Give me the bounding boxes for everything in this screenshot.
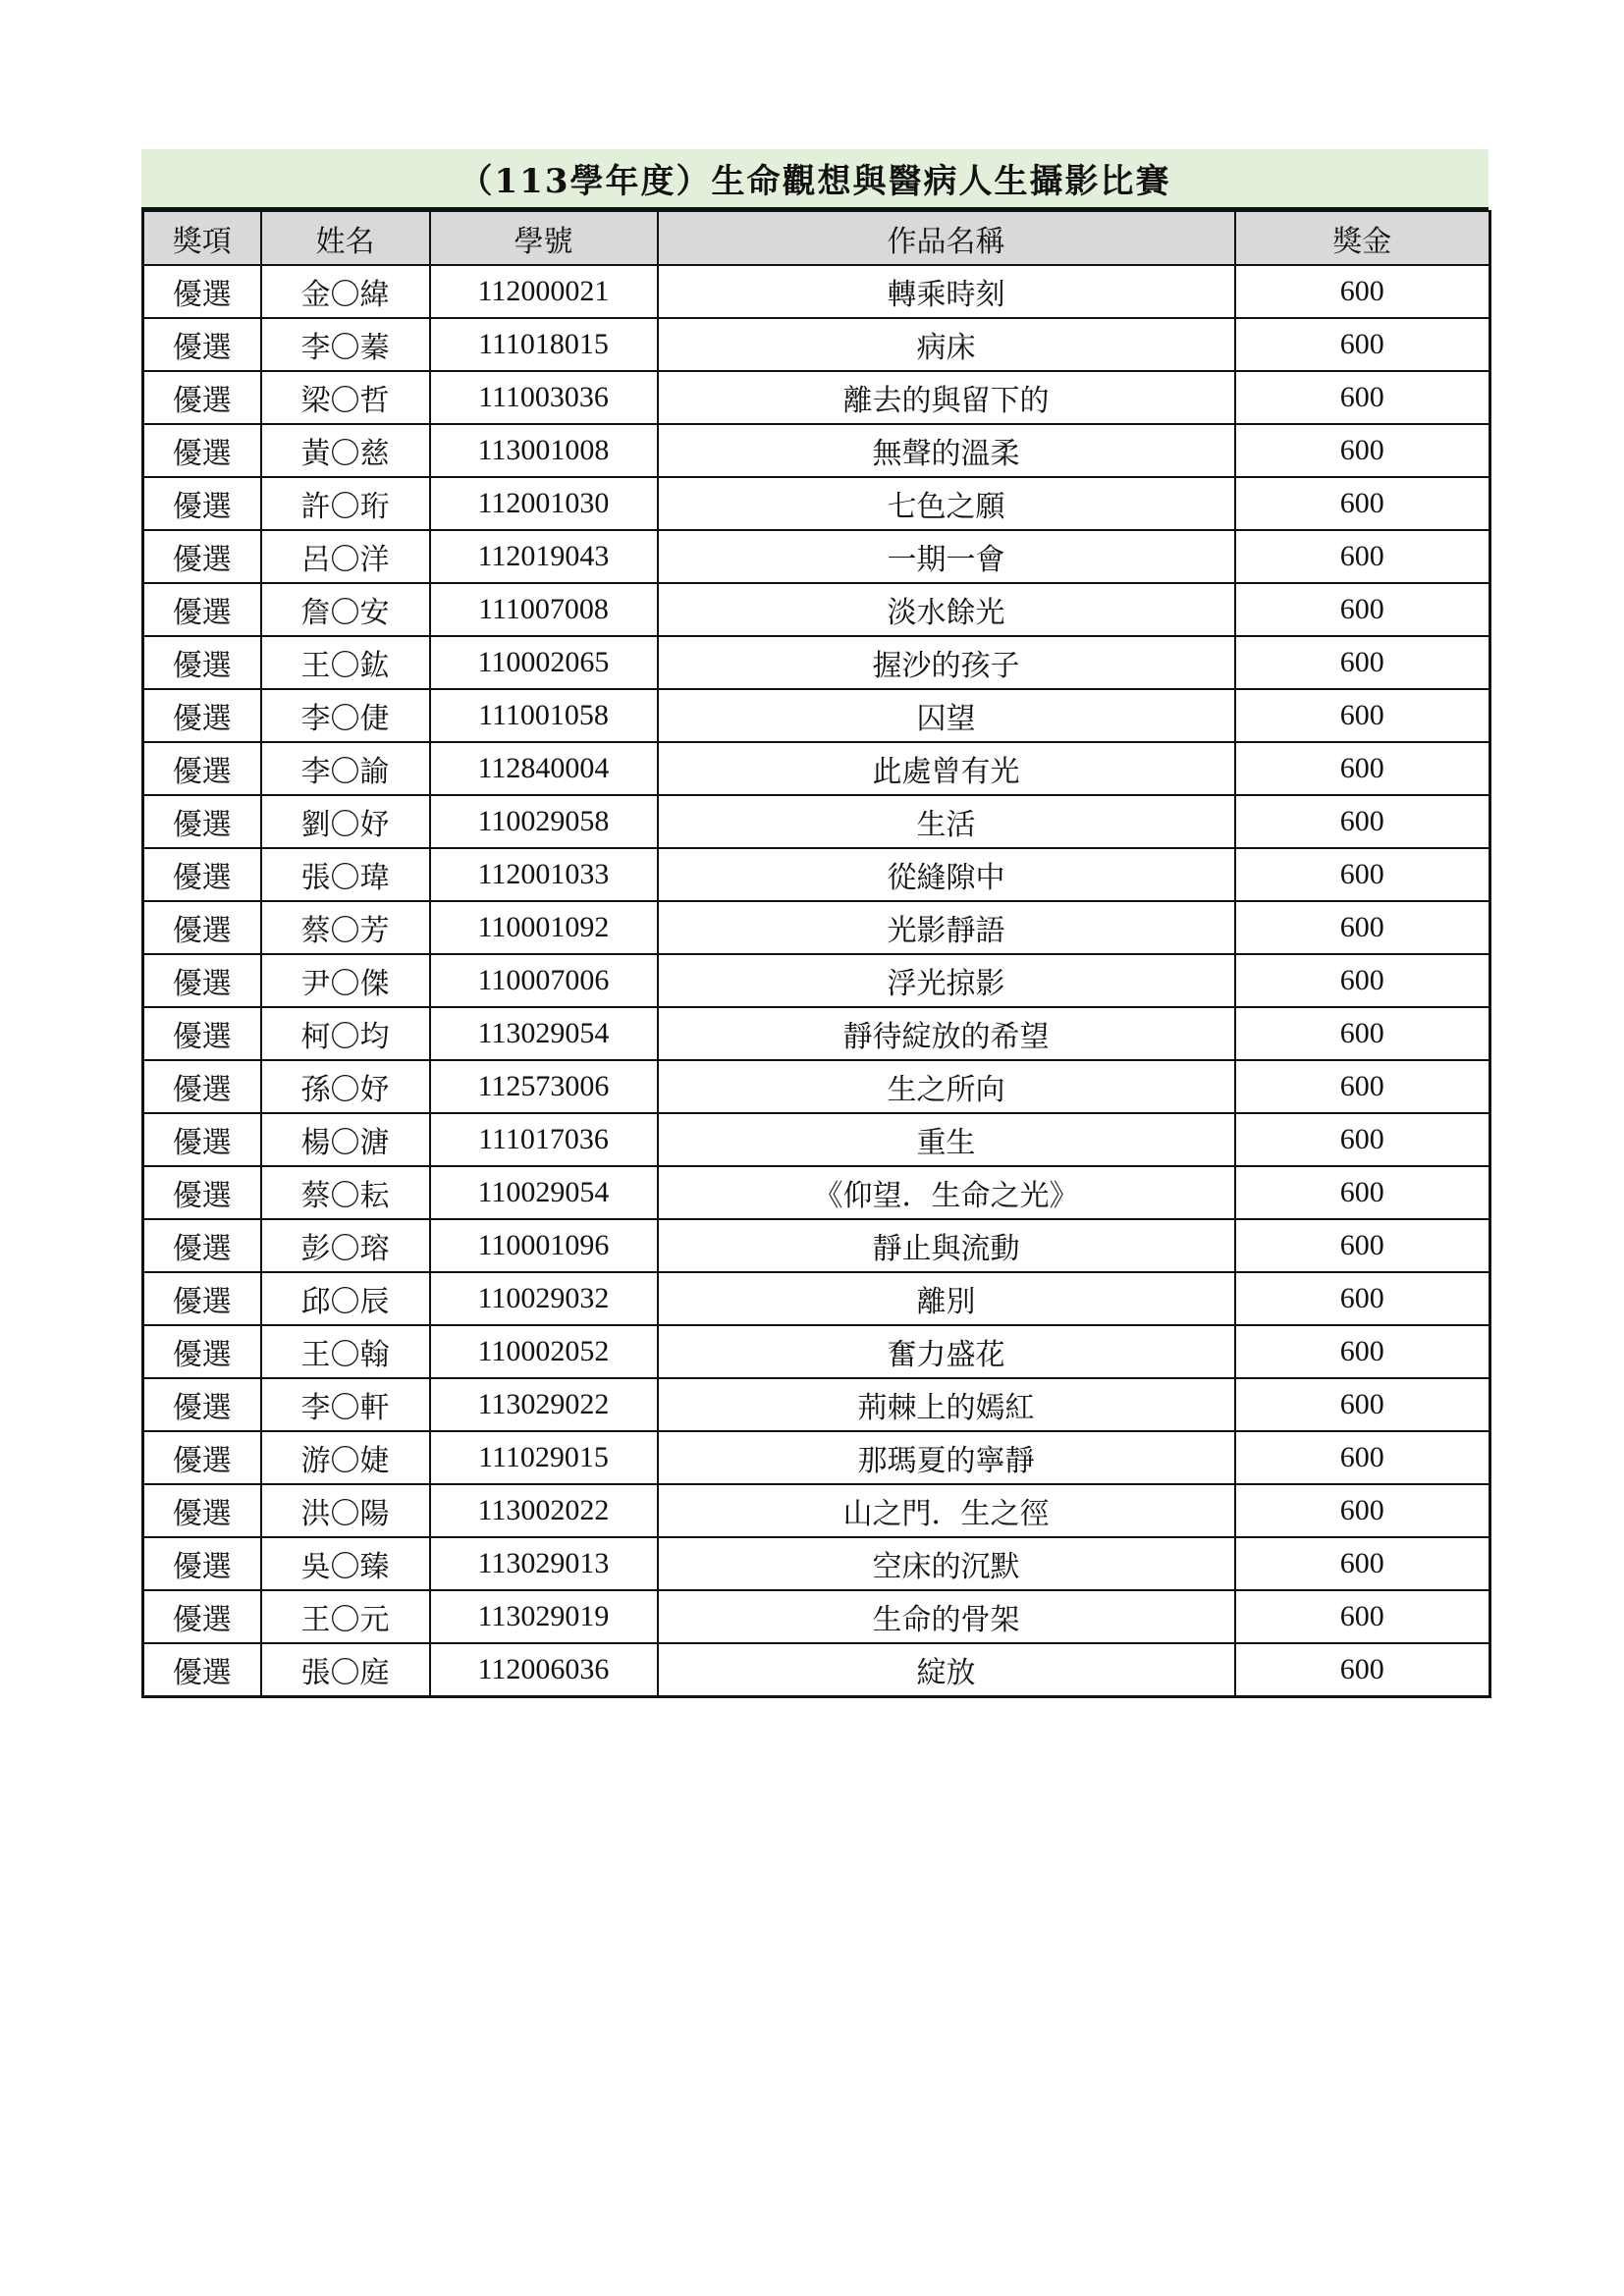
cell-prize: 600 xyxy=(1235,1590,1490,1643)
cell-award: 優選 xyxy=(143,1007,261,1060)
cell-name: 楊〇溏 xyxy=(261,1113,430,1166)
cell-name: 尹〇傑 xyxy=(261,954,430,1007)
cell-student-id: 112006036 xyxy=(430,1643,658,1697)
cell-student-id: 110007006 xyxy=(430,954,658,1007)
cell-award: 優選 xyxy=(143,636,261,689)
cell-name: 李〇諭 xyxy=(261,742,430,795)
cell-student-id: 111018015 xyxy=(430,318,658,371)
cell-award: 優選 xyxy=(143,477,261,530)
cell-work-title: 七色之願 xyxy=(658,477,1235,530)
cell-work-title: 山之門．生之徑 xyxy=(658,1484,1235,1537)
cell-work-title: 空床的沉默 xyxy=(658,1537,1235,1590)
cell-student-id: 112019043 xyxy=(430,530,658,583)
header-work-title: 作品名稱 xyxy=(658,211,1235,265)
cell-prize: 600 xyxy=(1235,1484,1490,1537)
cell-prize: 600 xyxy=(1235,1219,1490,1272)
cell-prize: 600 xyxy=(1235,1378,1490,1431)
cell-student-id: 112573006 xyxy=(430,1060,658,1113)
cell-work-title: 浮光掠影 xyxy=(658,954,1235,1007)
cell-work-title: 離別 xyxy=(658,1272,1235,1325)
cell-work-title: 離去的與留下的 xyxy=(658,371,1235,424)
table-row xyxy=(143,689,1490,742)
cell-student-id: 112840004 xyxy=(430,742,658,795)
header-name: 姓名 xyxy=(261,211,430,265)
cell-award: 優選 xyxy=(143,1113,261,1166)
cell-name: 李〇軒 xyxy=(261,1378,430,1431)
cell-prize: 600 xyxy=(1235,1431,1490,1484)
table-row xyxy=(143,1643,1490,1697)
table-row xyxy=(143,1166,1490,1219)
cell-student-id: 110002065 xyxy=(430,636,658,689)
cell-work-title: 囚望 xyxy=(658,689,1235,742)
cell-name: 蔡〇耘 xyxy=(261,1166,430,1219)
header-prize: 獎金 xyxy=(1235,211,1490,265)
cell-name: 王〇元 xyxy=(261,1590,430,1643)
award-sheet xyxy=(141,149,1489,1698)
table-row xyxy=(143,1590,1490,1643)
cell-award: 優選 xyxy=(143,954,261,1007)
cell-work-title: 光影靜語 xyxy=(658,901,1235,954)
table-header-row xyxy=(143,211,1490,265)
table-row xyxy=(143,1060,1490,1113)
cell-student-id: 111001058 xyxy=(430,689,658,742)
cell-work-title: 從縫隙中 xyxy=(658,848,1235,901)
cell-work-title: 奮力盛花 xyxy=(658,1325,1235,1378)
cell-name: 吳〇臻 xyxy=(261,1537,430,1590)
cell-prize: 600 xyxy=(1235,371,1490,424)
cell-work-title: 那瑪夏的寧靜 xyxy=(658,1431,1235,1484)
cell-name: 游〇婕 xyxy=(261,1431,430,1484)
table-row xyxy=(143,848,1490,901)
cell-name: 蔡〇芳 xyxy=(261,901,430,954)
cell-work-title: 生之所向 xyxy=(658,1060,1235,1113)
cell-prize: 600 xyxy=(1235,477,1490,530)
cell-award: 優選 xyxy=(143,795,261,848)
cell-name: 邱〇辰 xyxy=(261,1272,430,1325)
cell-work-title: 《仰望．生命之光》 xyxy=(658,1166,1235,1219)
cell-prize: 600 xyxy=(1235,1272,1490,1325)
table-row xyxy=(143,1325,1490,1378)
cell-student-id: 113001008 xyxy=(430,424,658,477)
cell-prize: 600 xyxy=(1235,954,1490,1007)
cell-prize: 600 xyxy=(1235,636,1490,689)
table-row xyxy=(143,954,1490,1007)
cell-name: 詹〇安 xyxy=(261,583,430,636)
cell-prize: 600 xyxy=(1235,583,1490,636)
cell-work-title: 淡水餘光 xyxy=(658,583,1235,636)
cell-work-title: 一期一會 xyxy=(658,530,1235,583)
cell-work-title: 此處曾有光 xyxy=(658,742,1235,795)
cell-award: 優選 xyxy=(143,1219,261,1272)
cell-work-title: 重生 xyxy=(658,1113,1235,1166)
document-title: （113學年度）生命觀想與醫病人生攝影比賽 xyxy=(141,149,1489,210)
cell-name: 王〇翰 xyxy=(261,1325,430,1378)
cell-award: 優選 xyxy=(143,1060,261,1113)
cell-work-title: 病床 xyxy=(658,318,1235,371)
cell-name: 梁〇哲 xyxy=(261,371,430,424)
table-row xyxy=(143,583,1490,636)
cell-student-id: 110002052 xyxy=(430,1325,658,1378)
cell-award: 優選 xyxy=(143,901,261,954)
cell-award: 優選 xyxy=(143,1431,261,1484)
cell-student-id: 110029032 xyxy=(430,1272,658,1325)
cell-student-id: 110001092 xyxy=(430,901,658,954)
table-row xyxy=(143,318,1490,371)
cell-prize: 600 xyxy=(1235,1060,1490,1113)
cell-work-title: 生活 xyxy=(658,795,1235,848)
cell-name: 金〇緯 xyxy=(261,265,430,318)
cell-award: 優選 xyxy=(143,265,261,318)
cell-prize: 600 xyxy=(1235,265,1490,318)
cell-prize: 600 xyxy=(1235,530,1490,583)
cell-award: 優選 xyxy=(143,424,261,477)
cell-prize: 600 xyxy=(1235,318,1490,371)
cell-prize: 600 xyxy=(1235,1007,1490,1060)
cell-award: 優選 xyxy=(143,742,261,795)
cell-award: 優選 xyxy=(143,1537,261,1590)
cell-name: 劉〇妤 xyxy=(261,795,430,848)
table-row xyxy=(143,742,1490,795)
cell-award: 優選 xyxy=(143,583,261,636)
table-row xyxy=(143,1378,1490,1431)
table-row xyxy=(143,1484,1490,1537)
table-row xyxy=(143,901,1490,954)
cell-name: 張〇庭 xyxy=(261,1643,430,1697)
cell-name: 柯〇均 xyxy=(261,1007,430,1060)
table-body xyxy=(143,265,1490,1697)
cell-prize: 600 xyxy=(1235,1537,1490,1590)
cell-prize: 600 xyxy=(1235,901,1490,954)
award-table xyxy=(141,210,1491,1698)
table-row xyxy=(143,1272,1490,1325)
cell-work-title: 綻放 xyxy=(658,1643,1235,1697)
table-row xyxy=(143,1219,1490,1272)
cell-work-title: 生命的骨架 xyxy=(658,1590,1235,1643)
cell-name: 李〇倢 xyxy=(261,689,430,742)
cell-work-title: 無聲的溫柔 xyxy=(658,424,1235,477)
table-row xyxy=(143,636,1490,689)
cell-work-title: 靜止與流動 xyxy=(658,1219,1235,1272)
cell-award: 優選 xyxy=(143,1590,261,1643)
cell-student-id: 113029013 xyxy=(430,1537,658,1590)
cell-work-title: 荊棘上的嫣紅 xyxy=(658,1378,1235,1431)
cell-award: 優選 xyxy=(143,1325,261,1378)
cell-student-id: 110029054 xyxy=(430,1166,658,1219)
table-row xyxy=(143,530,1490,583)
cell-prize: 600 xyxy=(1235,848,1490,901)
cell-prize: 600 xyxy=(1235,1166,1490,1219)
cell-award: 優選 xyxy=(143,1484,261,1537)
cell-student-id: 111017036 xyxy=(430,1113,658,1166)
table-row xyxy=(143,424,1490,477)
cell-award: 優選 xyxy=(143,530,261,583)
cell-name: 彭〇瑢 xyxy=(261,1219,430,1272)
cell-name: 張〇瑋 xyxy=(261,848,430,901)
table-row xyxy=(143,1007,1490,1060)
cell-student-id: 110029058 xyxy=(430,795,658,848)
cell-student-id: 112000021 xyxy=(430,265,658,318)
cell-student-id: 113029022 xyxy=(430,1378,658,1431)
table-row xyxy=(143,795,1490,848)
cell-name: 呂〇洋 xyxy=(261,530,430,583)
cell-prize: 600 xyxy=(1235,742,1490,795)
cell-student-id: 111007008 xyxy=(430,583,658,636)
table-row xyxy=(143,1537,1490,1590)
cell-student-id: 113002022 xyxy=(430,1484,658,1537)
table-row xyxy=(143,1113,1490,1166)
table-row xyxy=(143,371,1490,424)
cell-student-id: 113029054 xyxy=(430,1007,658,1060)
cell-work-title: 靜待綻放的希望 xyxy=(658,1007,1235,1060)
cell-name: 黃〇慈 xyxy=(261,424,430,477)
cell-prize: 600 xyxy=(1235,1113,1490,1166)
table-row xyxy=(143,1431,1490,1484)
cell-award: 優選 xyxy=(143,689,261,742)
cell-award: 優選 xyxy=(143,1643,261,1697)
cell-student-id: 112001033 xyxy=(430,848,658,901)
cell-prize: 600 xyxy=(1235,689,1490,742)
cell-student-id: 110001096 xyxy=(430,1219,658,1272)
cell-name: 洪〇陽 xyxy=(261,1484,430,1537)
cell-award: 優選 xyxy=(143,371,261,424)
cell-student-id: 111029015 xyxy=(430,1431,658,1484)
cell-award: 優選 xyxy=(143,1166,261,1219)
cell-name: 孫〇妤 xyxy=(261,1060,430,1113)
cell-award: 優選 xyxy=(143,848,261,901)
cell-student-id: 111003036 xyxy=(430,371,658,424)
table-row xyxy=(143,477,1490,530)
cell-work-title: 握沙的孩子 xyxy=(658,636,1235,689)
cell-award: 優選 xyxy=(143,1272,261,1325)
cell-award: 優選 xyxy=(143,318,261,371)
cell-prize: 600 xyxy=(1235,424,1490,477)
cell-name: 李〇蓁 xyxy=(261,318,430,371)
cell-award: 優選 xyxy=(143,1378,261,1431)
cell-prize: 600 xyxy=(1235,1643,1490,1697)
cell-student-id: 112001030 xyxy=(430,477,658,530)
header-student-id: 學號 xyxy=(430,211,658,265)
cell-name: 許〇珩 xyxy=(261,477,430,530)
cell-prize: 600 xyxy=(1235,1325,1490,1378)
cell-student-id: 113029019 xyxy=(430,1590,658,1643)
table-row xyxy=(143,265,1490,318)
cell-work-title: 轉乘時刻 xyxy=(658,265,1235,318)
cell-prize: 600 xyxy=(1235,795,1490,848)
header-award: 獎項 xyxy=(143,211,261,265)
cell-name: 王〇鈜 xyxy=(261,636,430,689)
